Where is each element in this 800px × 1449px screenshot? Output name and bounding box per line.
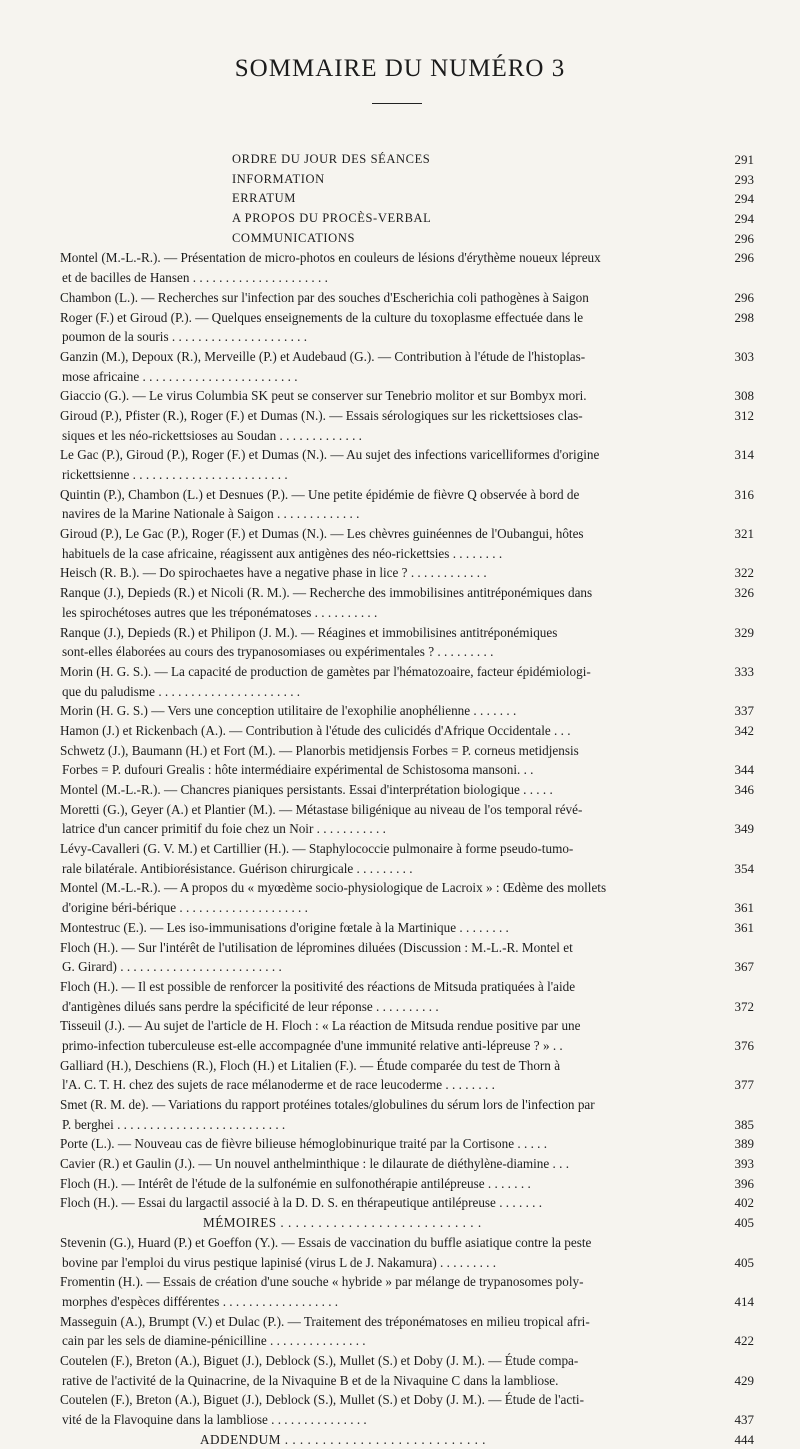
- toc-entry[interactable]: [0, 1312, 800, 1332]
- entry-text: Cavier (R.) et Gaulin (J.). — Un nouvel anthelminthique : le dilaurate de diéthylène-diamine . . .: [60, 1156, 570, 1172]
- entry-text: Le Gac (P.), Giroud (P.), Roger (F.) et Dumas (N.). — Au sujet des infections varicelliformes d'origine: [60, 447, 600, 463]
- entry-text: Giroud (P.), Le Gac (P.), Roger (F.) et Dumas (N.). — Les chèvres guinéennes de l'Oubangui, hôtes: [60, 526, 584, 542]
- entry-text: Floch (H.). — Il est possible de renforcer la positivité des réactions de Mitsuda pratiquées à l'aide: [60, 978, 576, 994]
- entry-text: Ganzin (M.), Depoux (R.), Merveille (P.) et Audebaud (G.). — Contribution à l'étude de l'histoplas-: [60, 348, 586, 364]
- entry-text: Fromentin (H.). — Essais de création d'une souche « hybride » par mélange de trypanosomes poly-: [60, 1274, 584, 1290]
- heading-label: ERRATUM: [232, 191, 296, 206]
- toc-heading-proces-verbal[interactable]: [0, 209, 800, 229]
- page-number: 376: [734, 1037, 754, 1053]
- entry-text: bovine par l'emploi du virus pestique lapinisé (virus L de J. Nakamura) . . . . . . . . .: [62, 1254, 497, 1270]
- toc-entry-continuation[interactable]: [0, 465, 800, 485]
- page-number: 389: [734, 1136, 754, 1152]
- toc-entry[interactable]: [0, 701, 800, 721]
- page-number: 337: [734, 703, 754, 719]
- page-number: 314: [734, 447, 754, 463]
- page-number: 312: [734, 407, 754, 423]
- entry-text: Floch (H.). — Sur l'intérêt de l'utilisation de lépromines diluées (Discussion : M.-L.-R. Montel et: [60, 939, 573, 955]
- page-number: 296: [734, 250, 754, 266]
- page-number: 293: [734, 171, 754, 187]
- entry-text: Ranque (J.), Depieds (R.) et Philipon (J. M.). — Réagines et immobilisines antitréponémiques: [60, 624, 558, 640]
- toc-entry[interactable]: [0, 977, 800, 997]
- toc-entry-continuation[interactable]: [0, 504, 800, 524]
- toc-entry[interactable]: [0, 1390, 800, 1410]
- entry-text: primo-infection tuberculeuse est-elle accompagnée d'une immunité relative anti-lépreuse ? » . .: [62, 1037, 563, 1053]
- toc-entry[interactable]: [0, 445, 800, 465]
- toc-entry[interactable]: [0, 248, 800, 268]
- toc-entry-continuation[interactable]: [0, 957, 800, 977]
- page-number: 349: [734, 821, 754, 837]
- page-number: 361: [734, 919, 754, 935]
- entry-text: Giaccio (G.). — Le virus Columbia SK peut se conserver sur Tenebrio molitor et sur Bombyx mori.: [60, 388, 587, 404]
- toc-entry[interactable]: [0, 308, 800, 328]
- entry-text: Tisseuil (J.). — Au sujet de l'article de H. Floch : « La réaction de Mitsuda rendue positive par une: [60, 1018, 581, 1034]
- toc-entry[interactable]: [0, 1016, 800, 1036]
- page-number: 414: [734, 1293, 754, 1309]
- entry-text: d'antigènes dilués sans perdre la spécificité de leur réponse . . . . . . . . . .: [62, 998, 439, 1014]
- toc-heading-communications[interactable]: [0, 229, 800, 249]
- entry-text: Morin (H. G. S.) — Vers une conception utilitaire de l'exophilie anophélienne . . . . . . .: [60, 703, 517, 719]
- toc-entry[interactable]: [0, 1174, 800, 1194]
- toc-entry[interactable]: [0, 386, 800, 406]
- entry-text: Floch (H.). — Intérêt de l'étude de la sulfonémie en sulfonothérapie antilépreuse . . . . . . .: [60, 1175, 531, 1191]
- entry-text: rative de l'activité de la Quinacrine, de la Nivaquine B et de la Nivaquine C dans la lambliose.: [62, 1372, 559, 1388]
- toc-entry-continuation[interactable]: [0, 819, 800, 839]
- page-number: 367: [734, 959, 754, 975]
- page-number: 326: [734, 585, 754, 601]
- title-divider: [372, 103, 422, 104]
- toc-entry[interactable]: [0, 1272, 800, 1292]
- entry-text: Montestruc (E.). — Les iso-immunisations d'origine fœtale à la Martinique . . . . . . . .: [60, 919, 509, 935]
- heading-label: MÉMOIRES . . . . . . . . . . . . . . . . . . . . . . . . . . .: [203, 1215, 482, 1231]
- toc-entry-continuation[interactable]: [0, 426, 800, 446]
- toc-entry[interactable]: [0, 347, 800, 367]
- page-number: 396: [734, 1175, 754, 1191]
- entry-text: latrice d'un cancer primitif du foie chez un Noir . . . . . . . . . . .: [62, 821, 386, 837]
- toc-entry[interactable]: [0, 1134, 800, 1154]
- entry-text: Heisch (R. B.). — Do spirochaetes have a negative phase in lice ? . . . . . . . . . . . .: [60, 565, 487, 581]
- toc-entry-continuation[interactable]: [0, 367, 800, 387]
- entry-text: Hamon (J.) et Rickenbach (A.). — Contribution à l'étude des culicidés d'Afrique Occidentale . . .: [60, 722, 571, 738]
- page-number: 422: [734, 1333, 754, 1349]
- page-title: SOMMAIRE DU NUMÉRO 3: [234, 55, 566, 82]
- page-number: 444: [734, 1431, 754, 1447]
- entry-text: l'A. C. T. H. chez des sujets de race mélanoderme et de race leucoderme . . . . . . . .: [62, 1077, 495, 1093]
- page-number: 354: [734, 860, 754, 876]
- toc-heading-addendum[interactable]: [0, 1430, 800, 1449]
- page-number: 405: [734, 1254, 754, 1270]
- page-number: 405: [734, 1215, 754, 1231]
- entry-text: Galliard (H.), Deschiens (R.), Floch (H.) et Litalien (F.). — Étude comparée du test de Thorn à: [60, 1057, 561, 1073]
- page-number: 333: [734, 663, 754, 679]
- page-number: 385: [734, 1116, 754, 1132]
- entry-text: Masseguin (A.), Brumpt (V.) et Dulac (P.). — Traitement des tréponématoses en milieu tropical afri-: [60, 1313, 590, 1329]
- page-number: 316: [734, 486, 754, 502]
- heading-label: COMMUNICATIONS: [232, 230, 355, 245]
- entry-text: Moretti (G.), Geyer (A.) et Plantier (M.). — Métastase biligénique au niveau de l'os temporal révé-: [60, 801, 583, 817]
- page-number: 296: [734, 230, 754, 246]
- toc-entry[interactable]: [0, 878, 800, 898]
- heading-label: ADDENDUM . . . . . . . . . . . . . . . . . . . . . . . . . . .: [200, 1431, 486, 1447]
- entry-text: Montel (M.-L.-R.). — Présentation de micro-photos en couleurs de lésions d'érythème noueux lépreux: [60, 250, 601, 266]
- toc-entry-continuation[interactable]: [0, 1075, 800, 1095]
- entry-text: Giroud (P.), Pfister (R.), Roger (F.) et Dumas (N.). — Essais sérologiques sur les rickettsioses clas-: [60, 407, 583, 423]
- toc-entry-continuation[interactable]: [0, 682, 800, 702]
- toc-entry[interactable]: [0, 662, 800, 682]
- entry-text: Montel (M.-L.-R.). — A propos du « myœdème socio-physiologique de Lacroix » : Œdème des mollets: [60, 880, 607, 896]
- page-number: 346: [734, 782, 754, 797]
- toc-entry[interactable]: [0, 1193, 800, 1213]
- toc-entry[interactable]: [0, 1095, 800, 1115]
- entry-text: Chambon (L.). — Recherches sur l'infection par des souches d'Escherichia coli pathogènes à Saigon: [60, 289, 589, 305]
- entry-text: poumon de la souris . . . . . . . . . . . . . . . . . . . . .: [62, 329, 308, 345]
- page-number: 322: [734, 565, 754, 581]
- toc-heading-erratum[interactable]: [0, 189, 800, 209]
- entry-text: que du paludisme . . . . . . . . . . . . . . . . . . . . . .: [62, 683, 301, 699]
- entry-text: Forbes = P. dufouri Grealis : hôte intermédiaire expérimental de Schistosoma mansoni. . .: [62, 762, 534, 778]
- entry-text: Floch (H.). — Essai du largactil associé à la D. D. S. en thérapeutique antilépreuse . . . . . . .: [60, 1195, 543, 1211]
- toc-heading-information[interactable]: [0, 170, 800, 190]
- toc-entry-continuation[interactable]: [0, 1036, 800, 1056]
- toc-entry-continuation[interactable]: [0, 642, 800, 662]
- entry-text: P. berghei . . . . . . . . . . . . . . . . . . . . . . . . . .: [62, 1116, 286, 1132]
- toc-entry[interactable]: [0, 918, 800, 938]
- memoires-list: [0, 1233, 800, 1430]
- page-number: 308: [734, 388, 754, 404]
- toc-entry[interactable]: [0, 839, 800, 859]
- page-number: 296: [734, 289, 754, 305]
- toc-entry-continuation[interactable]: [0, 603, 800, 623]
- toc-entry[interactable]: [0, 741, 800, 761]
- toc-entry-continuation[interactable]: [0, 1371, 800, 1391]
- toc-entry[interactable]: [0, 288, 800, 308]
- entry-text: navires de la Marine Nationale à Saigon . . . . . . . . . . . . .: [62, 506, 360, 522]
- entry-text: Coutelen (F.), Breton (A.), Biguet (J.), Deblock (S.), Mullet (S.) et Doby (J. M.). — Étude compa-: [60, 1352, 579, 1368]
- entry-text: et de bacilles de Hansen . . . . . . . . . . . . . . . . . . . . .: [62, 270, 328, 286]
- toc-entry[interactable]: [0, 623, 800, 643]
- page-number: 437: [734, 1412, 754, 1427]
- toc-heading-memoires[interactable]: [0, 1213, 800, 1233]
- entry-text: siques et les néo-rickettsioses au Soudan . . . . . . . . . . . . .: [62, 427, 362, 443]
- page-number: 344: [734, 762, 754, 778]
- toc-entry-continuation[interactable]: [0, 760, 800, 780]
- toc-heading-ordre[interactable]: [0, 150, 800, 170]
- page-number: 294: [734, 191, 754, 207]
- page-number: 303: [734, 348, 754, 364]
- toc-entry[interactable]: [0, 1233, 800, 1253]
- entry-text: Schwetz (J.), Baumann (H.) et Fort (M.). — Planorbis metidjensis Forbes = P. corneus metidjensis: [60, 742, 579, 758]
- entry-text: G. Girard) . . . . . . . . . . . . . . . . . . . . . . . . .: [62, 959, 282, 975]
- page-number: 321: [734, 526, 754, 542]
- toc-entry[interactable]: [0, 1351, 800, 1371]
- entry-text: d'origine béri-bérique . . . . . . . . . . . . . . . . . . . .: [62, 900, 308, 916]
- toc-entry[interactable]: [0, 721, 800, 741]
- entry-text: Quintin (P.), Chambon (L.) et Desnues (P.). — Une petite épidémie de fièvre Q observée à bord de: [60, 486, 580, 502]
- toc-entry[interactable]: [0, 938, 800, 958]
- entry-text: vité de la Flavoquine dans la lambliose . . . . . . . . . . . . . . .: [62, 1412, 367, 1427]
- page-number: 402: [734, 1195, 754, 1211]
- entry-text: cain par les sels de diamine-pénicilline . . . . . . . . . . . . . . .: [62, 1333, 366, 1349]
- entry-text: Montel (M.-L.-R.). — Chancres pianiques persistants. Essai d'interprétation biologique . . . . .: [60, 782, 553, 797]
- toc-entry-continuation[interactable]: [0, 1253, 800, 1273]
- toc-entry[interactable]: [0, 563, 800, 583]
- page-number: 377: [734, 1077, 754, 1093]
- toc-entry[interactable]: [0, 406, 800, 426]
- toc-entry-continuation[interactable]: [0, 859, 800, 879]
- toc-entry-continuation[interactable]: [0, 268, 800, 288]
- toc-entry-continuation[interactable]: [0, 997, 800, 1017]
- entry-text: morphes d'espèces différentes . . . . . . . . . . . . . . . . . .: [62, 1293, 339, 1309]
- toc-entry[interactable]: [0, 1154, 800, 1174]
- entry-text: Stevenin (G.), Huard (P.) et Goeffon (Y.). — Essais de vaccination du buffle asiatique contre la peste: [60, 1234, 592, 1250]
- heading-label: INFORMATION: [232, 171, 325, 186]
- page-number: 342: [734, 722, 754, 738]
- toc-entry-continuation[interactable]: [0, 327, 800, 347]
- entry-text: Smet (R. M. de). — Variations du rapport protéines totales/globulines du sérum lors de l'infection par: [60, 1097, 595, 1112]
- toc-entry-continuation[interactable]: [0, 1292, 800, 1312]
- entry-text: rale bilatérale. Antibiorésistance. Guérison chirurgicale . . . . . . . . .: [62, 860, 413, 876]
- entry-text: Ranque (J.), Depieds (R.) et Nicoli (R. M.). — Recherche des immobilisines antitréponémiques dans: [60, 585, 593, 601]
- toc-entry[interactable]: [0, 800, 800, 820]
- toc-entry[interactable]: [0, 1056, 800, 1076]
- entry-text: Porte (L.). — Nouveau cas de fièvre bilieuse hémoglobinurique traité par la Cortisone . . . . .: [60, 1136, 548, 1152]
- toc-entry[interactable]: [0, 485, 800, 505]
- entry-text: sont-elles élaborées au cours des trypanosomiases ou expérimentales ? . . . . . . . . .: [62, 644, 494, 660]
- entry-text: Coutelen (F.), Breton (A.), Biguet (J.), Deblock (S.), Mullet (S.) et Doby (J. M.). — Étude de l'acti-: [60, 1392, 584, 1408]
- heading-label: ORDRE DU JOUR DES SÉANCES: [232, 152, 431, 166]
- entry-text: Lévy-Cavalleri (G. V. M.) et Cartillier (H.). — Staphylococcie pulmonaire à forme pseudo-tumo-: [60, 841, 574, 857]
- toc-entry-continuation[interactable]: [0, 544, 800, 564]
- toc-entry-continuation[interactable]: [0, 1331, 800, 1351]
- entry-text: mose africaine . . . . . . . . . . . . . . . . . . . . . . . .: [62, 368, 298, 384]
- page-number: 393: [734, 1156, 754, 1172]
- entry-text: les spirochétoses autres que les tréponématoses . . . . . . . . . .: [62, 604, 378, 620]
- page-number: 294: [734, 211, 754, 227]
- heading-label: A PROPOS DU PROCÈS-VERBAL: [232, 211, 432, 226]
- entry-text: habituels de la case africaine, réagissent aux antigènes des néo-rickettsies . . . . . . . .: [62, 545, 503, 561]
- toc-entry[interactable]: [0, 583, 800, 603]
- toc-entry-continuation[interactable]: [0, 898, 800, 918]
- table-of-contents: [0, 150, 800, 1449]
- page-number: 372: [734, 998, 754, 1014]
- page-number: 298: [734, 309, 754, 325]
- communications-list: [0, 248, 800, 1213]
- toc-entry[interactable]: [0, 780, 800, 800]
- page-number: 329: [734, 624, 754, 640]
- toc-entry-continuation[interactable]: [0, 1410, 800, 1430]
- toc-entry-continuation[interactable]: [0, 1115, 800, 1135]
- entry-text: Roger (F.) et Giroud (P.). — Quelques enseignements de la culture du toxoplasme effectuée dans le: [60, 309, 584, 325]
- page-number: 361: [734, 900, 754, 916]
- entry-text: Morin (H. G. S.). — La capacité de production de gamètes par l'hématozoaire, facteur épidémiologi-: [60, 663, 591, 679]
- page-number: 291: [734, 152, 754, 167]
- page-number: 429: [734, 1372, 754, 1388]
- entry-text: rickettsienne . . . . . . . . . . . . . . . . . . . . . . . .: [62, 467, 288, 482]
- toc-entry[interactable]: [0, 524, 800, 544]
